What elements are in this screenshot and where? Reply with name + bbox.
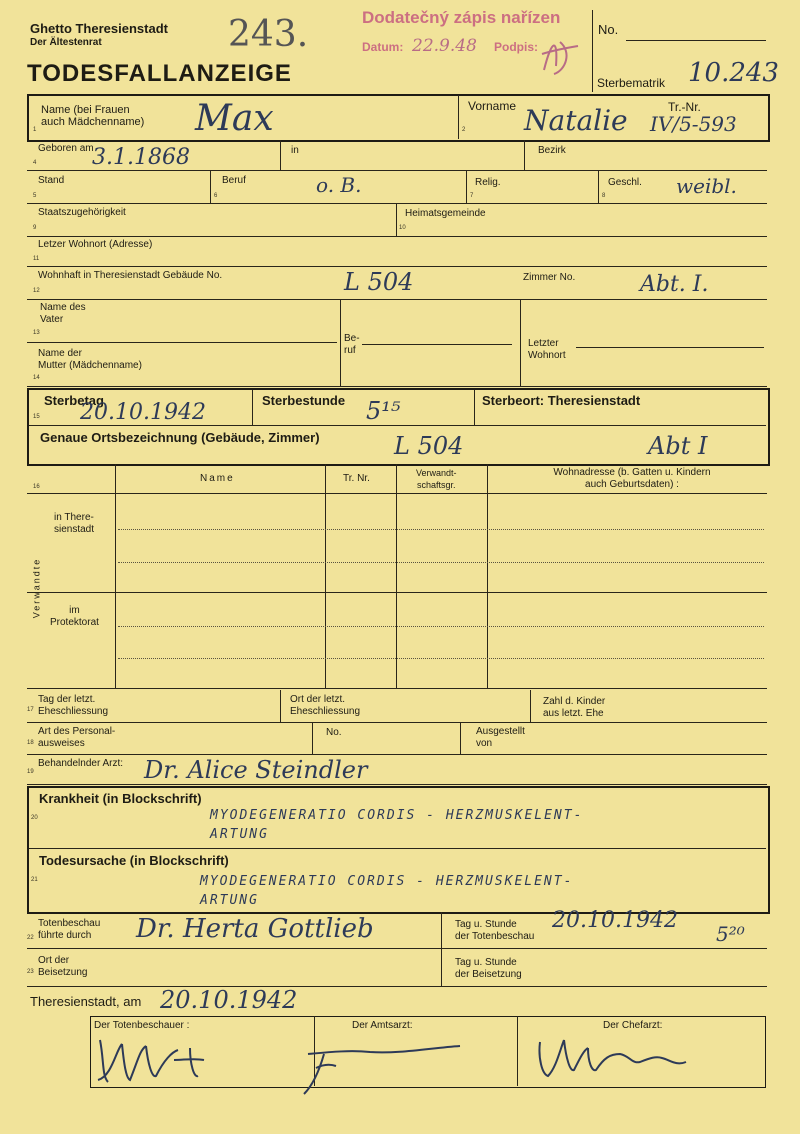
- ghetto-name: Ghetto Theresienstadt: [30, 21, 168, 36]
- wohnort-label: Letzer Wohnort (Adresse): [38, 239, 153, 250]
- staats-label: Staatszugehörigkeit: [38, 207, 126, 218]
- beruf2-label: Be- ruf: [344, 333, 360, 356]
- chefarzt-signature: [530, 1028, 710, 1088]
- number-label: No.: [598, 22, 619, 37]
- stamp-datum-value: 22.9.48: [412, 36, 477, 56]
- amtsarzt-signature: [290, 1028, 470, 1098]
- todesursache-value: MYODEGENERATIO CORDIS - HERZMUSKELENT- ARTUNG: [200, 874, 574, 908]
- stand-label: Stand: [38, 175, 65, 186]
- krankheit-value: MYODEGENERATIO CORDIS - HERZMUSKELENT- ARTUNG: [210, 808, 584, 842]
- behandelnder-arzt-label: Behandelnder Arzt:: [38, 758, 124, 769]
- letzter-wohnort-label: Letzter Wohnort: [528, 338, 566, 361]
- ortsbez-room: Abt I: [648, 432, 708, 460]
- form-title: TODESFALLANZEIGE: [27, 60, 292, 87]
- totenbeschauer-label: Der Totenbeschauer :: [94, 1020, 190, 1031]
- wohnhaft-value: L 504: [344, 268, 414, 296]
- totenbeschau-label: Totenbeschau führte durch: [38, 918, 101, 941]
- name-label: Name (bei Frauen auch Mädchenname): [41, 104, 145, 128]
- zahl-kinder-label: Zahl d. Kinder aus letzt. Ehe: [543, 696, 606, 719]
- stamp-signature: [534, 30, 584, 80]
- ort-beisetzung-label: Ort der Beisetzung: [38, 955, 88, 978]
- ortsbez-building: L 504: [394, 432, 464, 460]
- krankheit-label: Krankheit (in Blockschrift): [39, 791, 202, 806]
- personalausweis-label: Art des Personal- ausweises: [38, 726, 116, 749]
- vorname-value: Natalie: [524, 104, 628, 137]
- bezirk-label: Bezirk: [538, 145, 566, 156]
- geboren-value: 3.1.1868: [92, 145, 190, 170]
- ortsbezeichnung-label: Genaue Ortsbezeichnung (Gebäude, Zimmer): [40, 430, 320, 445]
- zimmer-label: Zimmer No.: [523, 272, 576, 283]
- relatives-name-header: Name: [200, 473, 235, 484]
- heimat-label: Heimatsgemeinde: [405, 208, 486, 219]
- totenbeschau-doctor: Dr. Herta Gottlieb: [136, 914, 374, 944]
- totenbeschau-hour: 5²⁰: [716, 922, 745, 946]
- sterbestunde-label: Sterbestunde: [262, 393, 346, 408]
- relatives-verwandt-header: Verwandt- schaftsgr.: [416, 468, 457, 490]
- document-number: 243.: [228, 14, 309, 55]
- sterbematrik-value: 10.243: [688, 58, 779, 88]
- trnr-value: IV/5-593: [650, 112, 737, 136]
- tag-beisetzung-label: Tag u. Stunde der Beisetzung: [455, 957, 522, 980]
- amtsarzt-label: Der Amtsarzt:: [352, 1020, 413, 1031]
- tag-eheschliessung-label: Tag der letzt. Eheschliessung: [38, 694, 109, 717]
- mutter-label: Name der Mutter (Mädchenname): [38, 348, 142, 371]
- aeltestenrat: Der Ältestenrat: [30, 37, 102, 48]
- geschl-value: weibl.: [676, 174, 737, 198]
- sterbetag-label: Sterbetag: [44, 393, 104, 408]
- totenbeschauer-signature: [94, 1030, 224, 1090]
- surname-value: Max: [195, 98, 274, 139]
- stamp-datum-label: Datum:: [362, 40, 404, 54]
- relig-label: Relig.: [475, 177, 501, 188]
- vater-label: Name des Vater: [40, 302, 86, 325]
- geboren-label: Geboren am: [38, 143, 94, 154]
- chefarzt-label: Der Chefarzt:: [603, 1020, 663, 1031]
- in-theresienstadt-label: in There- sienstadt: [54, 512, 95, 535]
- ort-eheschliessung-label: Ort der letzt. Eheschliessung: [290, 694, 361, 717]
- totenbeschau-date: 20.10.1942: [552, 908, 678, 933]
- beruf-value: o. B.: [316, 173, 362, 197]
- relatives-adresse-header: Wohnadresse (b. Gatten u. Kindern auch Geburtsdaten) :: [553, 467, 711, 490]
- trnr-label: Tr.-Nr.: [668, 100, 701, 114]
- sterbematrik-label: Sterbematrik: [597, 76, 666, 90]
- death-notice-form: Ghetto Theresienstadt Der Ältestenrat TODESFALLANZEIGE 243. Dodatečný zápis nařízen Datum: 22.9.48 Podpis: No. Sterbematrik 10.243 Name (bei Frauen auch Mädchenname) 1 Max Vorname 2 Natalie Tr.-Nr. IV/5-593 Geboren am 4 3.1.1868 in Bezirk Stand 5 Beruf 6 o. B. Relig. 7 Geschl. 8 weibl. Staatszugehörigkeit 9 Heimatsgemeinde 10 Letzer Wohnort (Adresse) 11 Wohnhaft in Theresienstadt Gebäude No. 12 L 504 Zimmer No. Abt. I. Name des Vater 13 Name der Mutter (Mädchenname) 14 Be- ruf Letzter Wohnort Sterbetag 15 20.10.1942 Sterbestunde 5¹⁵ Sterbeort: Theresienstadt Genaue Ortsbezeichnung (Gebäude, Zimmer) L 504 Abt I 16 Name Tr. Nr. Verwandt- schaftsgr. Wohnadresse (b. Gatten u. Kindern auch Geburtsdaten) : in There- sienstadt im Protektorat Verwandte Tag der letzt. Eheschliessung 17 Ort der letzt. Eheschliessung Zahl d. Kinder aus letzt. Ehe Art des Personal- ausweises 18 No. Ausgestellt von Behandelnder Arzt: 19 Dr. Alice Steindler Krankheit (in Blockschrift) 20 MYODEGENERATIO CORDIS - HERZMUSKELENT- ARTUNG Todesursache (in Blockschrift) 21 MYODEGENERATIO CORDIS - HERZMUSKELENT- ARTUNG Totenbeschau führte durch 22 Dr. Herta Gottlieb Tag u. Stunde der Totenbeschau 20.10.1942 5²⁰ Ort der Beisetzung 23 Tag u. Stunde der Beisetzung Theresienstadt, am 20.10.1942 Der Totenbeschauer : Der Amtsarzt: Der Chefarzt:: [0, 0, 800, 1134]
- sterbestunde-value: 5¹⁵: [366, 397, 401, 425]
- beruf-label: Beruf: [222, 175, 246, 186]
- im-protektorat-label: im Protektorat: [50, 605, 99, 628]
- tag-totenbeschau-label: Tag u. Stunde der Totenbeschau: [455, 919, 535, 942]
- ausgestellt-label: Ausgestellt von: [476, 726, 525, 749]
- vorname-label: Vorname: [468, 99, 517, 113]
- place-date-value: 20.10.1942: [160, 986, 298, 1014]
- in-label: in: [291, 145, 299, 156]
- behandelnder-arzt-value: Dr. Alice Steindler: [144, 756, 368, 784]
- sterbetag-value: 20.10.1942: [80, 400, 206, 425]
- stamp-line1: Dodatečný zápis nařízen: [362, 8, 561, 27]
- ausweis-no-label: No.: [326, 727, 342, 738]
- relatives-trnr-header: Tr. Nr.: [343, 473, 370, 484]
- todesursache-label: Todesursache (in Blockschrift): [39, 853, 229, 868]
- place-date-label: Theresienstadt, am: [30, 994, 142, 1009]
- geschl-label: Geschl.: [608, 177, 642, 188]
- stamp-podpis-label: Podpis:: [494, 40, 538, 54]
- zimmer-value: Abt. I.: [640, 272, 709, 297]
- verwandte-vertical-label: Verwandte: [31, 557, 42, 619]
- sterbeort-label: Sterbeort: Theresienstadt: [482, 393, 641, 408]
- wohnhaft-label: Wohnhaft in Theresienstadt Gebäude No.: [38, 270, 223, 281]
